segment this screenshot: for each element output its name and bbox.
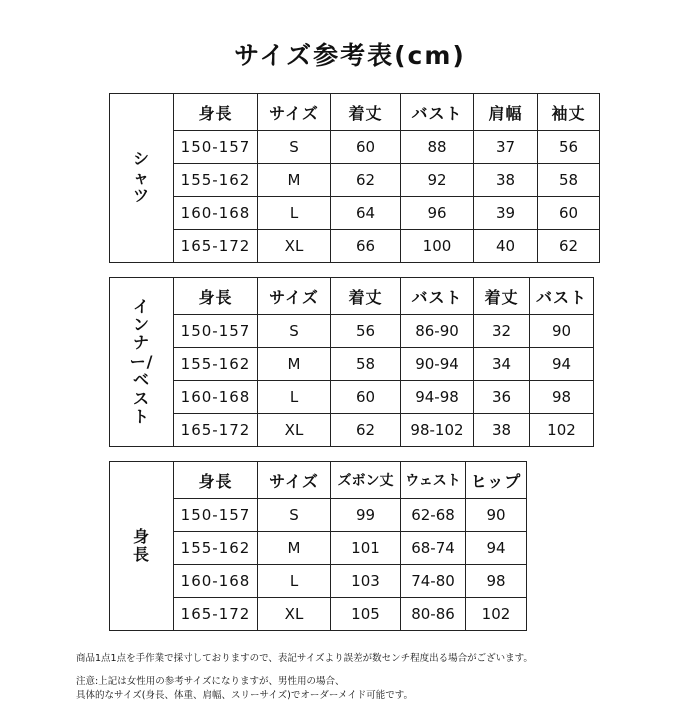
table-cell: 88 [401,131,474,164]
header-cell: 着丈 [474,278,530,315]
table-cell: L [258,197,331,230]
table-row [110,164,600,197]
table-cell: XL [258,230,331,263]
header-cell: ウェスト [401,462,466,499]
table-cell: 92 [401,164,474,197]
header-cell: バスト [401,278,474,315]
table-cell: M [258,348,331,381]
table-cell: 160-168 [174,197,258,230]
table-cell: 165-172 [174,598,258,631]
table-cell: 102 [466,598,527,631]
table-cell: 150-157 [174,499,258,532]
table-cell: 36 [474,381,530,414]
table-row [110,197,600,230]
table-cell: 80-86 [401,598,466,631]
table-cell: 150-157 [174,131,258,164]
table-row [110,348,594,381]
table-cell: 58 [538,164,600,197]
table-cell: 40 [474,230,538,263]
table-cell: 66 [331,230,401,263]
table-cell: 62-68 [401,499,466,532]
table-cell: 94 [530,348,594,381]
table-label-pants: 身長 [110,462,174,631]
table-cell: 165-172 [174,414,258,447]
table-cell: 62 [331,414,401,447]
table-cell: 98 [530,381,594,414]
header-cell: 肩幅 [474,94,538,131]
table-header-row [110,278,594,315]
header-cell: 着丈 [331,94,401,131]
table-cell: 74-80 [401,565,466,598]
table-cell: 56 [331,315,401,348]
table-row [110,381,594,414]
note-caution-line-2: 具体的なサイズ(身長、体重、肩幅、スリーサイズ)でオーダーメイド可能です。 [76,690,413,701]
table-header-row [110,94,600,131]
table-row [110,131,600,164]
header-cell: 身長 [174,94,258,131]
table-cell: XL [258,414,331,447]
header-cell: 身長 [174,462,258,499]
table-cell: 105 [331,598,401,631]
header-cell: ヒップ [466,462,527,499]
table-cell: 86-90 [401,315,474,348]
table-cell: XL [258,598,331,631]
table-cell: 37 [474,131,538,164]
table-row [110,315,594,348]
table-cell: 100 [401,230,474,263]
table-cell: 56 [538,131,600,164]
note-caution-line-1: 注意:上記は女性用の参考サイズになりますが、男性用の場合、 [76,676,345,687]
table-cell: 32 [474,315,530,348]
table-cell: S [258,315,331,348]
header-cell: 袖丈 [538,94,600,131]
table-cell: 90 [530,315,594,348]
header-cell: 身長 [174,278,258,315]
table-cell: 58 [331,348,401,381]
table-cell: 94-98 [401,381,474,414]
header-cell: ズボン丈 [331,462,401,499]
table-cell: 39 [474,197,538,230]
table-cell: 155-162 [174,532,258,565]
table-cell: 38 [474,414,530,447]
table-cell: 64 [331,197,401,230]
header-cell: バスト [530,278,594,315]
size-table-inner-vest [109,277,594,447]
header-cell: サイズ [258,278,331,315]
header-cell: サイズ [258,462,331,499]
table-cell: 150-157 [174,315,258,348]
table-cell: 38 [474,164,538,197]
table-cell: 62 [538,230,600,263]
table-label-shirt: シャツ [110,94,174,263]
table-row [110,230,600,263]
table-cell: 90 [466,499,527,532]
table-cell: 99 [331,499,401,532]
note-measurement: 商品1点1点を手作業で採寸しておりますので、表記サイズより誤差が数センチ程度出る場合がございます。 [76,653,533,664]
table-cell: 101 [331,532,401,565]
table-cell: 155-162 [174,348,258,381]
table-cell: 102 [530,414,594,447]
note-caution [76,675,413,703]
size-table-shirt [109,93,600,263]
table-cell: 60 [538,197,600,230]
header-cell: サイズ [258,94,331,131]
table-cell: 103 [331,565,401,598]
table-header-row [110,462,527,499]
table-cell: L [258,381,331,414]
table-cell: 160-168 [174,565,258,598]
table-row [110,414,594,447]
table-cell: L [258,565,331,598]
size-table-pants [109,461,527,631]
table-cell: M [258,164,331,197]
table-cell: 68-74 [401,532,466,565]
header-cell: バスト [401,94,474,131]
table-cell: 160-168 [174,381,258,414]
table-cell: 165-172 [174,230,258,263]
table-label-inner-vest: インナー/ベスト [110,278,174,447]
header-cell: 着丈 [331,278,401,315]
table-cell: 60 [331,381,401,414]
table-cell: 155-162 [174,164,258,197]
page-title: サイズ参考表(cm) [234,41,466,70]
table-cell: M [258,532,331,565]
table-cell: 98 [466,565,527,598]
table-cell: S [258,499,331,532]
table-cell: 98-102 [401,414,474,447]
table-cell: 60 [331,131,401,164]
table-cell: 90-94 [401,348,474,381]
table-cell: 34 [474,348,530,381]
table-cell: 96 [401,197,474,230]
table-cell: 62 [331,164,401,197]
table-cell: S [258,131,331,164]
table-cell: 94 [466,532,527,565]
